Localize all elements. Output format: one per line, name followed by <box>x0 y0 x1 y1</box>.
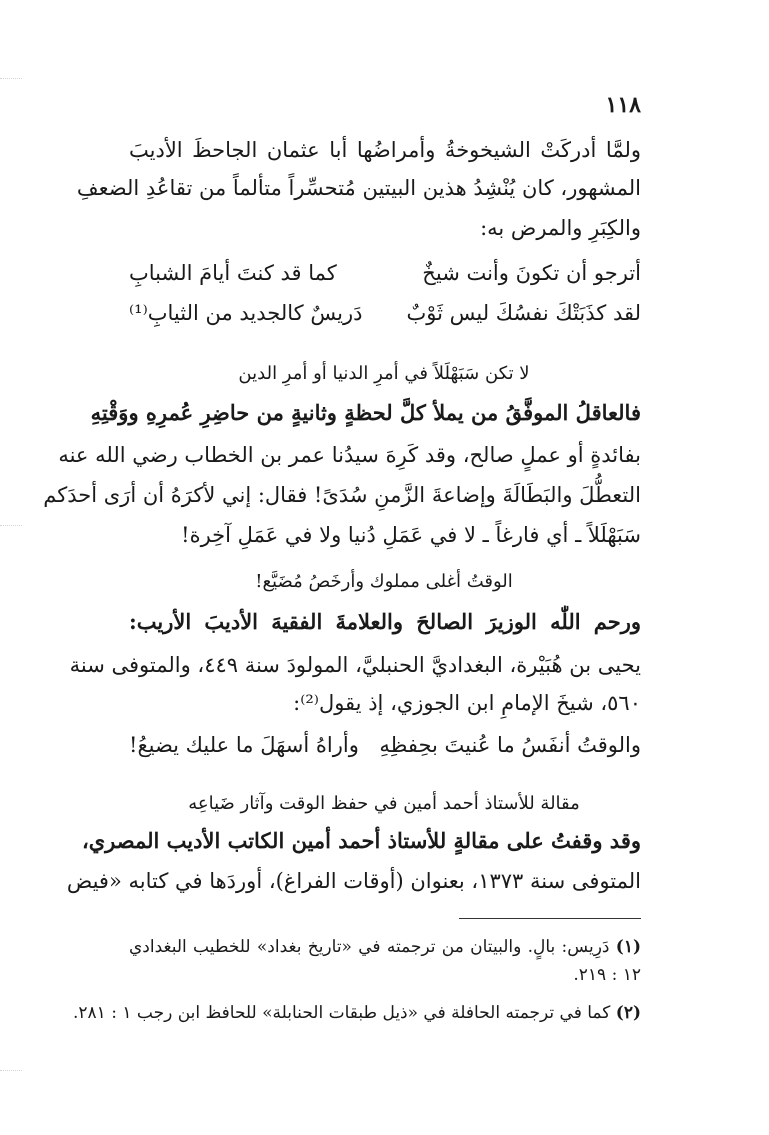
scan-artifact <box>0 1070 22 1071</box>
footnote-number: (١) <box>615 937 642 957</box>
paragraph-line: المتوفى سنة ١٣٧٣، بعنوان (أوقات الفراغ)، أوردَها في كتابه «فيض <box>66 869 641 893</box>
paragraph-line: وقد وقفتُ على مقالةٍ للأستاذ أحمد أمين الكاتب الأديب المصري، <box>81 828 641 853</box>
verse-first-hemistich: أترجو أن تكونَ وأنت شيخٌ <box>422 261 641 285</box>
section-heading: الوقتُ أغلى مملوك وأرخَصُ مُضَيَّع! <box>255 571 513 592</box>
verse-second-hemistich: دَريسٌ كالجديد من الثيابِ⁽¹⁾ <box>129 301 363 325</box>
paragraph-line: ٥٦٠، شيخَ الإمامِ ابن الجوزي، إذ يقول⁽²⁾: <box>293 691 641 715</box>
page-number: ١١٨ <box>605 92 641 118</box>
verse-first-hemistich: والوقتُ أنفَسُ ما عُنيتَ بحِفظِهِ <box>379 733 641 757</box>
footnote <box>72 1000 641 1026</box>
footnote-text: كما في ترجمته الحافلة في «ذيل طبقات الحنابلة» للحافظ ابن رجب ١ : ٢٨١. <box>72 1003 611 1023</box>
footnote <box>129 934 641 960</box>
footnote-separator <box>459 918 641 919</box>
scan-artifact <box>0 78 22 79</box>
footnote-number: (٢) <box>615 1003 641 1023</box>
verse-second-hemistich: كما قد كنتَ أيامَ الشبابِ <box>129 261 337 285</box>
section-heading: لا تكن سَبَهْلَلاً في أمرِ الدنيا أو أمرِ الدين <box>238 363 530 384</box>
paragraph-line: التعطُّلَ والبَطَالَةَ وإضاعةَ الزَّمنِ سُدَىً! فقال: إني لأكرَهُ أن أرَى أحدَكم <box>43 483 641 507</box>
paragraph-line: ورحم اللّٰه الوزيرَ الصالحَ والعلامةَ الفقيهَ الأديبَ الأريب: <box>129 609 641 634</box>
paragraph-line: سَبَهْلَلاً ـ أي فارغاً ـ لا في عَمَلِ دُنيا ولا في عَمَلِ آخِرة! <box>181 523 641 547</box>
paragraph-line: فالعاقلُ الموفَّقُ من يملأ كلَّ لحظةٍ وثانيةٍ من حاضِرِ عُمرِهِ ووَقْتِهِ <box>90 400 641 425</box>
intro-line: المشهور، كان يُنْشِدُ هذين البيتين مُتحسِّراً متألماً من تقاعُدِ الضعفِ <box>76 176 641 200</box>
intro-line: والكِبَرِ والمرض به: <box>480 216 641 240</box>
verse-first-hemistich: لقد كذَبَتْكَ نفسُكَ ليس ثَوْبٌ <box>406 301 641 325</box>
section-heading: مقالة للأستاذ أحمد أمين في حفظ الوقت وآثار ضَياعِه <box>188 793 580 814</box>
footnote-text: دَرِيس: بالٍ. والبيتان من ترجمته في «تاريخ بغداد» للخطيب البغدادي <box>129 937 610 957</box>
intro-line: ولمَّا أدركَتْ الشيخوخةُ وأمراضُها أبا عثمان الجاحظَ الأديبَ <box>129 138 641 162</box>
scan-artifact <box>0 525 22 526</box>
footnote-continuation: ١٢ : ٢١٩. <box>573 965 641 985</box>
paragraph-line: يحيى بن هُبَيْرة، البغداديَّ الحنبليَّ، المولودَ سنة ٤٤٩، والمتوفى سنة <box>69 653 641 677</box>
paragraph-line: بفائدةٍ أو عملٍ صالح، وقد كَرِهَ سيدُنا عمر بن الخطاب رضي الله عنه <box>58 443 641 467</box>
verse-second-hemistich: وأراهُ أسهَلَ ما عليك يضيعُ! <box>129 733 359 757</box>
